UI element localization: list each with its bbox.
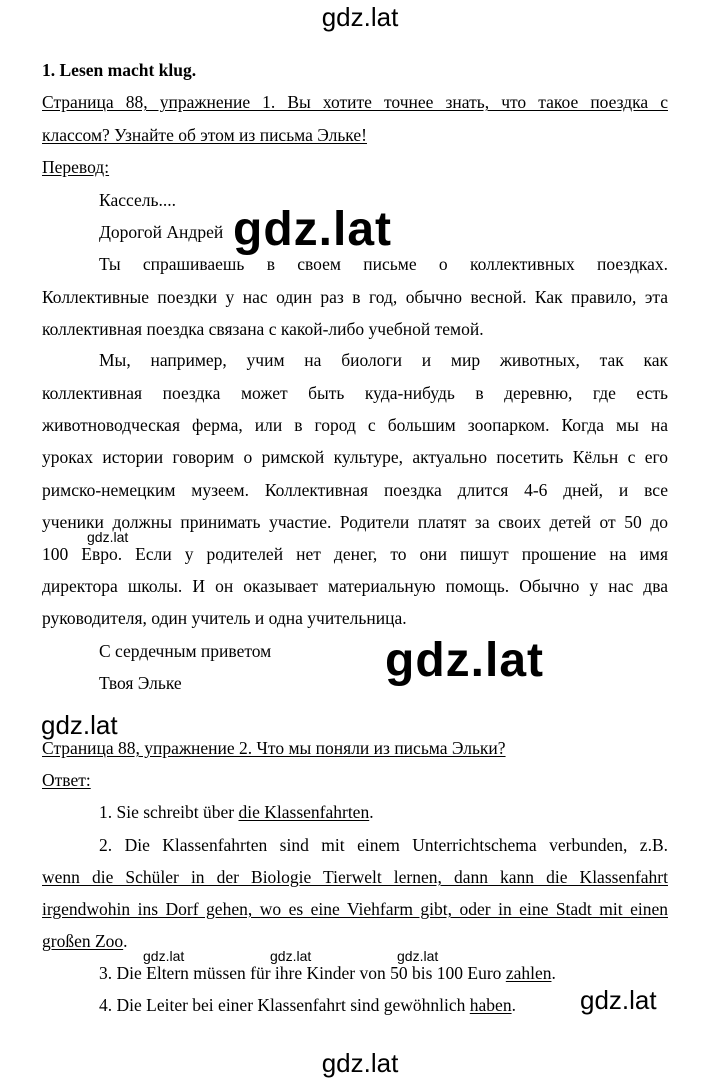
answer-4-suffix: . (511, 995, 516, 1015)
letter-p2-line8: директора школы. И он оказывает материальную помощь. Обычно у нас два (42, 576, 668, 596)
translation-label: Перевод: (42, 157, 110, 177)
watermark-right: gdz.lat (580, 985, 657, 1015)
watermark-top: gdz.lat (321, 2, 399, 32)
watermark-mid-left: gdz.lat (41, 710, 118, 740)
watermark-row-b: gdz.lat (270, 948, 312, 964)
answer-3 (99, 962, 556, 984)
answer-4-underlined: haben (469, 995, 512, 1015)
letter-p2-line1: Мы, например, учим на биологи и мир животных, так как (99, 350, 668, 370)
section-heading: 1. Lesen macht klug. (42, 60, 197, 80)
answer-2-line4 (42, 930, 128, 952)
letter-p1-line2: Коллективные поездки у нас один раз в год, обычно весной. Как правило, эта (42, 287, 668, 307)
answer-2-line3: irgendwohin ins Dorf gehen, wo es eine Viehfarm gibt, oder in eine Stadt mit einen (42, 899, 668, 919)
letter-p2-line4: уроках истории говорим о римской культуре, актуально посетить Кёльн с его (42, 447, 668, 467)
letter-p1-line1: Ты спрашиваешь в своем письме о коллективных поездках. (99, 254, 668, 274)
letter-p2-line2: коллективная поездка может быть куда-нибудь в деревню, где есть (42, 383, 668, 403)
watermark-row-a: gdz.lat (143, 948, 185, 964)
answer-4 (99, 994, 516, 1016)
watermark-big-2: gdz.lat (385, 634, 544, 687)
letter-city: Кассель.... (99, 190, 176, 210)
answer-2-line4-suffix: . (123, 931, 128, 951)
answer-1-underlined: die Klassenfahrten (238, 802, 370, 822)
answer-2-line4-underlined: großen Zoo (42, 931, 124, 951)
watermark-big-1: gdz.lat (233, 203, 392, 256)
answer-1-suffix: . (369, 802, 374, 822)
exercise1-title-line2: классом? Узнайте об этом из письма Эльке! (42, 125, 367, 145)
answer-3-suffix: . (551, 963, 556, 983)
answer-3-prefix: 3. Die Eltern müssen für ihre Kinder von 50 bis 100 Euro (99, 963, 506, 983)
exercise1-title-line1: Страница 88, упражнение 1. Вы хотите точнее знать, что такое поездка с (42, 92, 668, 112)
watermark-row-c: gdz.lat (397, 948, 439, 964)
answer-2-line1: 2. Die Klassenfahrten sind mit einem Unterrichtschema verbunden, z.B. (99, 835, 668, 855)
watermark-small-1: gdz.lat (87, 529, 129, 545)
letter-closing1: С сердечным приветом (99, 641, 272, 661)
answer-1 (99, 801, 374, 823)
letter-closing2: Твоя Эльке (99, 673, 182, 693)
answer-3-underlined: zahlen (505, 963, 552, 983)
answer-4-prefix: 4. Die Leiter bei einer Klassenfahrt sind gewöhnlich (99, 995, 470, 1015)
answer-1-prefix: 1. Sie schreibt über (99, 802, 239, 822)
letter-p2-line3: животноводческая ферма, или в город с большим зоопарком. Когда мы на (42, 415, 668, 435)
answer-label: Ответ: (42, 770, 91, 790)
answer-2-line2: wenn die Schüler in der Biologie Tierwelt lernen, dann kann die Klassenfahrt (42, 867, 668, 887)
letter-p2-line6: ученики должны принимать участие. Родители платят за своих детей от 50 до (42, 512, 668, 532)
letter-p2-line5: римско-немецким музеем. Коллективная поездка длится 4-6 дней, и все (42, 480, 668, 500)
exercise2-title: Страница 88, упражнение 2. Что мы поняли из письма Эльки? (42, 738, 506, 758)
letter-p2-line9: руководителя, один учитель и одна учительница. (42, 608, 407, 628)
watermark-bottom: gdz.lat (321, 1048, 399, 1078)
letter-p2-line7: 100 Евро. Если у родителей нет денег, то они пишут прошение на имя (42, 544, 668, 564)
letter-p1-line3: коллективная поездка связана с какой-либо учебной темой. (42, 319, 484, 339)
letter-greeting: Дорогой Андрей (99, 222, 224, 242)
